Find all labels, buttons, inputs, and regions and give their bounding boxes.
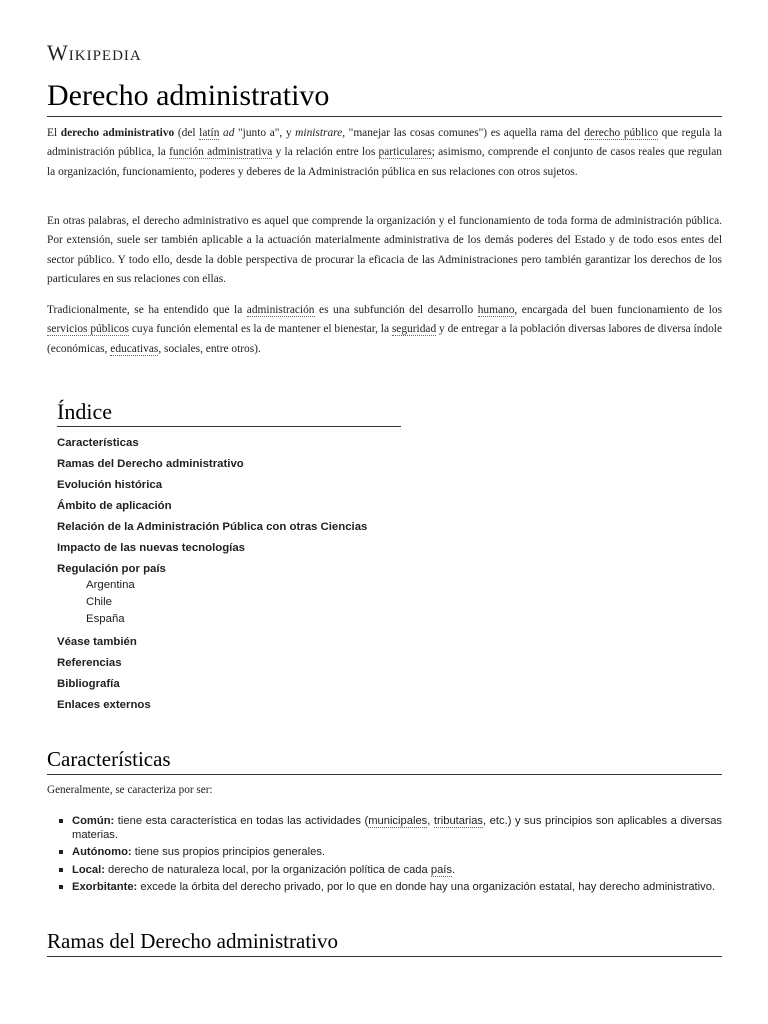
bullet-icon xyxy=(59,819,63,823)
toc-subitem-chile[interactable]: Chile xyxy=(86,596,112,608)
intro-paragraph-3: Tradicionalmente, se ha entendido que la administración es una subfunción del desarrollo humano, encargada del buen funcionamiento de los servicios públicos cuya función elemental es la de mantener el bienestar, la seguridad y de entregar a la población diversas labores de diversa índole (económicas, educativas, sociales, entre otros). xyxy=(47,304,723,355)
wikipedia-wordmark[interactable]: Wikipedia xyxy=(47,40,142,65)
page-title: Derecho administrativo xyxy=(47,78,722,117)
list-item: Exorbitante: excede la órbita del derecho privado, por lo que en donde hay una organización estatal, hay derecho administrativo. xyxy=(72,880,722,894)
link-administracion[interactable]: administración xyxy=(246,304,315,316)
link-particulares[interactable]: particulares xyxy=(378,146,432,159)
intro-paragraph-1: El derecho administrativo (del latín ad "junto a", y ministrare, "manejar las cosas comunes") es aquella rama del derecho público que regula la administración pública, la función administrativa y la relación entre los particulares; asimismo, comprende el conjunto de casos reales que regulan la organización, funcionamiento, poderes y deberes de la Administración pública en sus relaciones con otros sujetos. xyxy=(47,127,722,178)
section-heading-ramas: Ramas del Derecho administrativo xyxy=(47,927,722,957)
list-item: Autónomo: tiene sus propios principios generales. xyxy=(72,845,722,859)
toc-item-ambito[interactable]: Ámbito de aplicación xyxy=(57,500,172,512)
toc-item-referencias[interactable]: Referencias xyxy=(57,657,122,669)
intro-paragraph-2: En otras palabras, el derecho administrativo es aquel que comprende la organización y el funcionamiento de toda forma de administración pública. Por extensión, suele ser también aplicable a la actuación materialmente administrativa de los demás poderes del Estado y de todo esos entes del sector público. Y todo ello, desde la doble perspectiva de procurar la eficacia de las Administraciones pero también garantizar los derechos de los particulares en sus relaciones con ellas. xyxy=(47,215,722,285)
link-tributarias[interactable]: tributarias xyxy=(433,815,484,827)
toc-item-regulacion[interactable]: Regulación por país xyxy=(57,563,166,575)
link-seguridad[interactable]: seguridad xyxy=(391,323,437,336)
toc-title: Índice xyxy=(57,398,401,427)
toc-item-bibliografia[interactable]: Bibliografía xyxy=(57,678,120,690)
toc-item-impacto[interactable]: Impacto de las nuevas tecnologías xyxy=(57,542,246,554)
link-municipales[interactable]: municipales xyxy=(368,815,428,827)
list-item: Local: derecho de naturaleza local, por la organización política de cada país. xyxy=(72,863,722,877)
link-educativas[interactable]: educativas xyxy=(110,342,159,355)
toc-item-ramas[interactable]: Ramas del Derecho administrativo xyxy=(57,458,244,470)
link-derecho-publico[interactable]: derecho público xyxy=(584,127,659,139)
link-latin[interactable]: latín xyxy=(199,127,220,139)
link-servicios-publicos[interactable]: servicios públicos xyxy=(47,323,129,336)
bullet-icon xyxy=(59,885,63,889)
link-pais[interactable]: país xyxy=(430,864,452,876)
bullet-icon xyxy=(59,868,63,872)
toc-item-enlaces[interactable]: Enlaces externos xyxy=(57,699,151,711)
bullet-icon xyxy=(59,850,63,854)
section-heading-caracteristicas: Características xyxy=(47,745,722,775)
link-funcion-administrativa[interactable]: función administrativa xyxy=(169,146,273,159)
toc-item-evolucion[interactable]: Evolución histórica xyxy=(57,479,163,491)
toc-subitem-argentina[interactable]: Argentina xyxy=(86,579,135,591)
list-item: Común: tiene esta característica en todas las actividades (municipales, tributarias, etc.) y sus principios son aplicables a diversas materias. xyxy=(72,814,722,842)
toc-item-relacion[interactable]: Relación de la Administración Pública con otras Ciencias xyxy=(57,521,368,533)
section-intro: Generalmente, se caracteriza por ser: xyxy=(47,784,213,796)
toc-item-vease[interactable]: Véase también xyxy=(57,636,137,648)
link-humano[interactable]: humano xyxy=(477,304,515,316)
toc-item-caracteristicas[interactable]: Características xyxy=(57,437,139,449)
toc-subitem-espana[interactable]: España xyxy=(86,613,125,625)
